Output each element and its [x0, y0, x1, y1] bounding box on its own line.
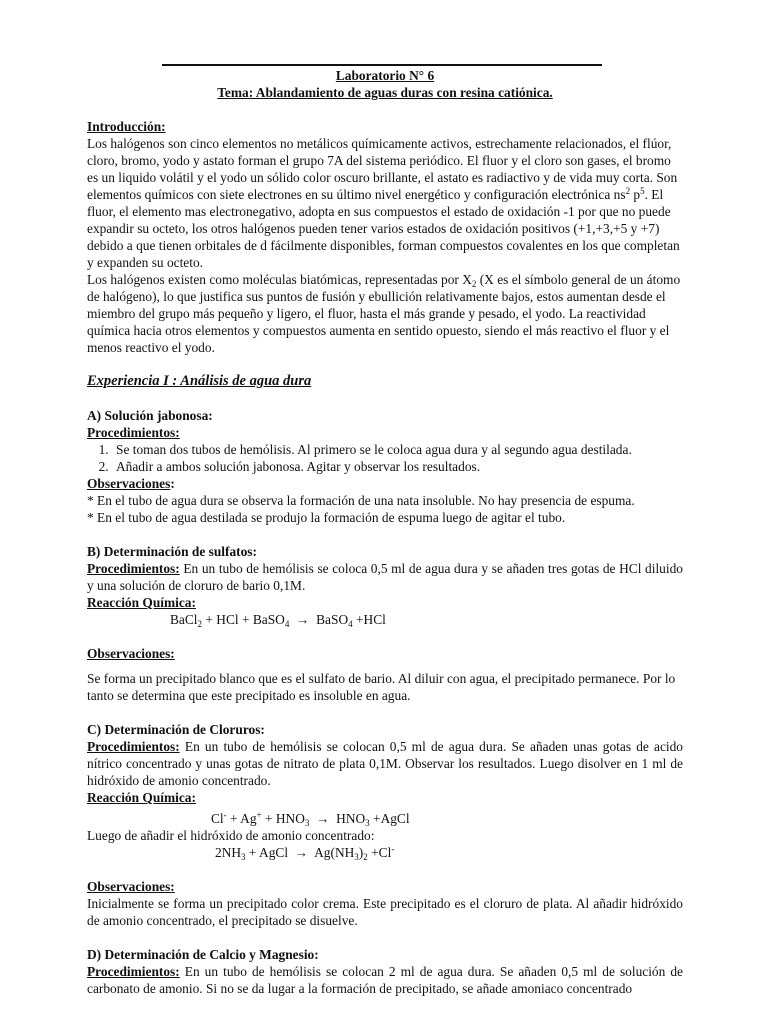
lab-title: Laboratorio N° 6 — [335, 68, 435, 83]
section-a-heading: A) Solución jabonosa: — [87, 408, 213, 423]
intro-paragraph-1: Los halógenos son cinco elementos no metálicos químicamente activos, estrechamente relacionados, el flúor, cloro, bromo, yodo y astato forman el grupo 7A del sistema periódico. El fluor y el cloro son gases, el bromo es un liquido volátil y el yodo un sólido color oscuro brillante, el astato es radiactivo y de vida muy corta. Son elementos químicos con siete electrones en su último nivel energético y configuración electrónica $ns^2$ $p^5$. El fluor, el elemento mas electronegativo, adopta en sus compuestos el estado de oxidación -1 por que no puede expandir su octeto, los otros halógenos pueden tener varios estados de oxidación positivos (+1,+3,+5 y +7) debido a que tienen orbitales de d fácilmente disponibles, forman compuestos covalentes en los que completan y expanden su octeto. — [87, 136, 680, 270]
section-c-obs-label: Observaciones: — [87, 879, 175, 894]
experiment-1-heading: Experiencia I : Análisis de agua dura — [87, 373, 312, 389]
top-rule — [162, 64, 602, 66]
document-content — [87, 67, 683, 997]
section-a-obs-2: * En el tubo de agua destilada se produjo la formación de espuma luego de agitar el tubo. — [87, 510, 566, 525]
section-c-equation-1: $Cl^- + Ag^+ + HNO_3 \to HNO_3$ +AgCl — [211, 810, 410, 828]
section-a-steps — [87, 441, 683, 475]
lab-subtitle: Tema: Ablandamiento de aguas duras con resina catiónica. — [217, 85, 553, 100]
section-b-obs-label: Observaciones: — [87, 646, 175, 661]
section-c-observation: Inicialmente se forma un precipitado color crema. Este precipitado es el cloruro de plata. Al añadir hidróxido de amonio concentrado, el precipitado se disuelve. — [87, 896, 683, 928]
list-item: 1. Se toman dos tubos de hemólisis. Al primero se le coloca agua dura y al segundo agua destilada. — [112, 441, 683, 458]
section-b-heading: B) Determinación de sulfatos: — [87, 544, 257, 559]
section-a-obs-1: * En el tubo de agua dura se observa la formación de una nata insoluble. No hay presencia de espuma. — [87, 493, 635, 508]
section-b-equation: BaCl$_2$ + HCl + BaSO$_4$ → BaSO$_4$ +HCl — [170, 612, 386, 629]
section-c-after-text: Luego de añadir el hidróxido de amonio concentrado: — [87, 828, 375, 843]
intro-heading: Introducción: — [87, 119, 166, 134]
section-a-obs-label: Observaciones: — [87, 476, 175, 491]
section-d-procedure: Procedimientos: En un tubo de hemólisis se colocan 2 ml de agua dura. Se añaden 0,5 ml de solución de carbonato de amonio. Si no se da lugar a la formación de precipitado, se añade amoniaco concentrado — [87, 964, 683, 996]
section-c-heading: C) Determinación de Cloruros: — [87, 722, 265, 737]
section-a-proc-label: Procedimientos: — [87, 425, 180, 440]
section-b-reaction-label: Reacción Química: — [87, 595, 196, 610]
section-b-observation: Se forma un precipitado blanco que es el sulfato de bario. Al diluir con agua, el precipitado permanece. Por lo tanto se determina que este precipitado es insoluble en agua. — [87, 671, 676, 703]
section-c-procedure: Procedimientos: En un tubo de hemólisis se colocan 0,5 ml de agua dura. Se añaden unas gotas de acido nítrico concentrado y unas gotas de nitrato de plata 0,1M. Observar los resultados. Luego disolver en 1 ml de hidróxido de amonio concentrado. — [87, 739, 683, 788]
list-item: 2. Añadir a ambos solución jabonosa. Agitar y observar los resultados. — [112, 458, 683, 475]
section-d-heading: D) Determinación de Calcio y Magnesio: — [87, 947, 319, 962]
section-c-reaction-label: Reacción Química: — [87, 790, 196, 805]
section-b-procedure: Procedimientos: En un tubo de hemólisis se coloca 0,5 ml de agua dura y se añaden tres gotas de HCl diluido y una solución de cloruro de bario 0,1M. — [87, 561, 683, 593]
intro-paragraph-2: Los halógenos existen como moléculas biatómicas, representadas por $X_2$ (X es el símbolo general de un átomo de halógeno), lo que justifica sus puntos de fusión y ebullición relativamente bajos, estos aumentan desde el miembro del grupo más pequeño y ligero, el fluor, hasta el más grande y pesado, el yodo. La reactividad química hacia otros elementos y compuestos aumenta en sentido opuesto, siendo el más reactivo el fluor y el menos reactivo el yodo. — [87, 272, 681, 355]
section-c-equation-2: $2NH_3$ + AgCl → $Ag(NH_3)_2 +Cl^-$ — [215, 844, 395, 862]
